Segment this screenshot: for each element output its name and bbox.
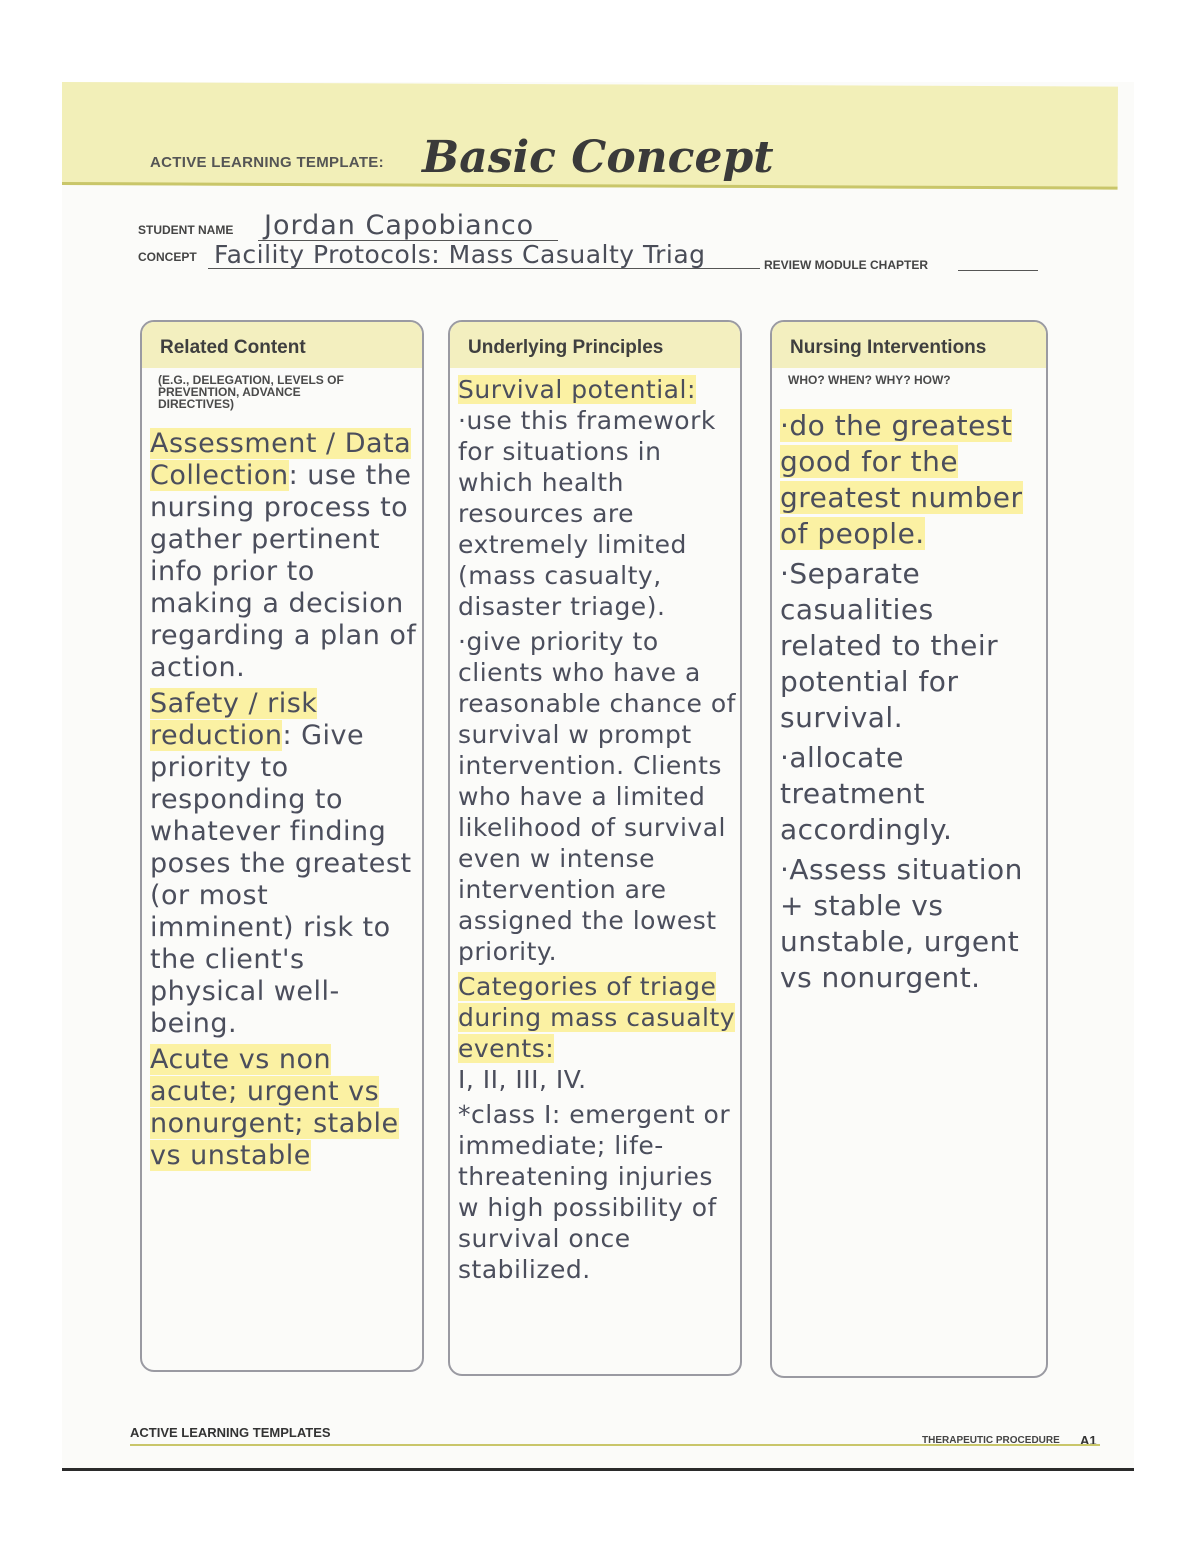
related-content-box (140, 320, 424, 1372)
note-triage-categories (458, 971, 736, 1095)
student-name-value[interactable]: Jordan Capobianco (264, 210, 535, 241)
footer-procedure-label: THERAPEUTIC PROCEDURE (922, 1435, 1060, 1446)
note-assessment-heading: Assessment / Data Collection (150, 428, 412, 491)
note-class-one-text: *class I: emergent or immediate; life-threatening injuries w high possibility of survival once stabilized. (458, 1100, 731, 1284)
note-triage-heading: Categories of triage during mass casualty events: (458, 972, 736, 1063)
note-priority-text: ·give priority to clients who have a reasonable chance of survival w prompt intervention. Clients who have a limited likelihood of survival even w intense intervention are assigned the lowest priority. (458, 627, 736, 966)
nursing-interventions-title: Nursing Interventions (790, 337, 987, 358)
note-acuity (150, 1044, 418, 1172)
concept-label: CONCEPT (138, 250, 197, 264)
note-greatest-good-text: ·do the greatest good for the greatest number of people. (780, 409, 1023, 550)
note-safety-text: : Give priority to responding to whatever finding poses the greatest (or most imminent) risk to the client's physical well-being. (150, 720, 412, 1039)
note-survival-heading: Survival potential: (458, 375, 696, 404)
note-separate (780, 556, 1042, 736)
note-class-one (458, 1099, 736, 1285)
note-allocate (780, 740, 1042, 848)
nursing-interventions-notes (780, 408, 1042, 1000)
concept-value[interactable]: Facility Protocols: Mass Casualty Triag (214, 240, 706, 269)
note-priority (458, 626, 736, 967)
note-survival-potential (458, 374, 736, 622)
nursing-interventions-subtitle: WHO? WHEN? WHY? HOW? (788, 373, 951, 387)
review-module-chapter-label: REVIEW MODULE CHAPTER (764, 258, 929, 272)
note-separate-text: ·Separate casualities related to their potential for survival. (780, 557, 999, 734)
note-safety (150, 688, 418, 1040)
nursing-interventions-box (770, 320, 1048, 1378)
footer-templates-label: ACTIVE LEARNING TEMPLATES (130, 1425, 331, 1440)
student-name-label: STUDENT NAME (138, 223, 234, 237)
related-content-subtitle: (E.G., DELEGATION, LEVELS OF PREVENTION, ADVANCE DIRECTIVES) (158, 373, 344, 411)
note-allocate-text: ·allocate treatment accordingly. (780, 741, 953, 846)
footer-rule (130, 1444, 1100, 1446)
note-survival-text: ·use this framework for situations in which health resources are extremely limited (mass casualty, disaster triage). (458, 406, 716, 621)
underlying-principles-notes (458, 374, 736, 1289)
underlying-principles-box (448, 320, 742, 1376)
note-assessment (150, 428, 418, 684)
template-title: Basic Concept (422, 132, 774, 183)
note-safety-heading: Safety / risk reduction (150, 688, 318, 751)
note-assess (780, 852, 1042, 996)
note-assessment-text: : use the nursing process to gather pertinent info prior to making a decision regarding a plan of action. (150, 460, 417, 683)
related-content-title: Related Content (160, 337, 306, 358)
underlying-principles-title: Underlying Principles (468, 337, 664, 358)
note-greatest-good (780, 408, 1042, 552)
note-triage-text: I, II, III, IV. (458, 1065, 587, 1094)
template-label: ACTIVE LEARNING TEMPLATE: (150, 154, 384, 171)
footer-page-code: A1 (1080, 1433, 1097, 1448)
worksheet-page (62, 82, 1134, 1471)
note-acuity-text: Acute vs non acute; urgent vs nonurgent; stable vs unstable (150, 1044, 399, 1171)
related-content-notes (150, 428, 418, 1176)
review-module-chapter-line[interactable] (958, 270, 1038, 271)
note-assess-text: ·Assess situation + stable vs unstable, urgent vs nonurgent. (780, 853, 1023, 994)
